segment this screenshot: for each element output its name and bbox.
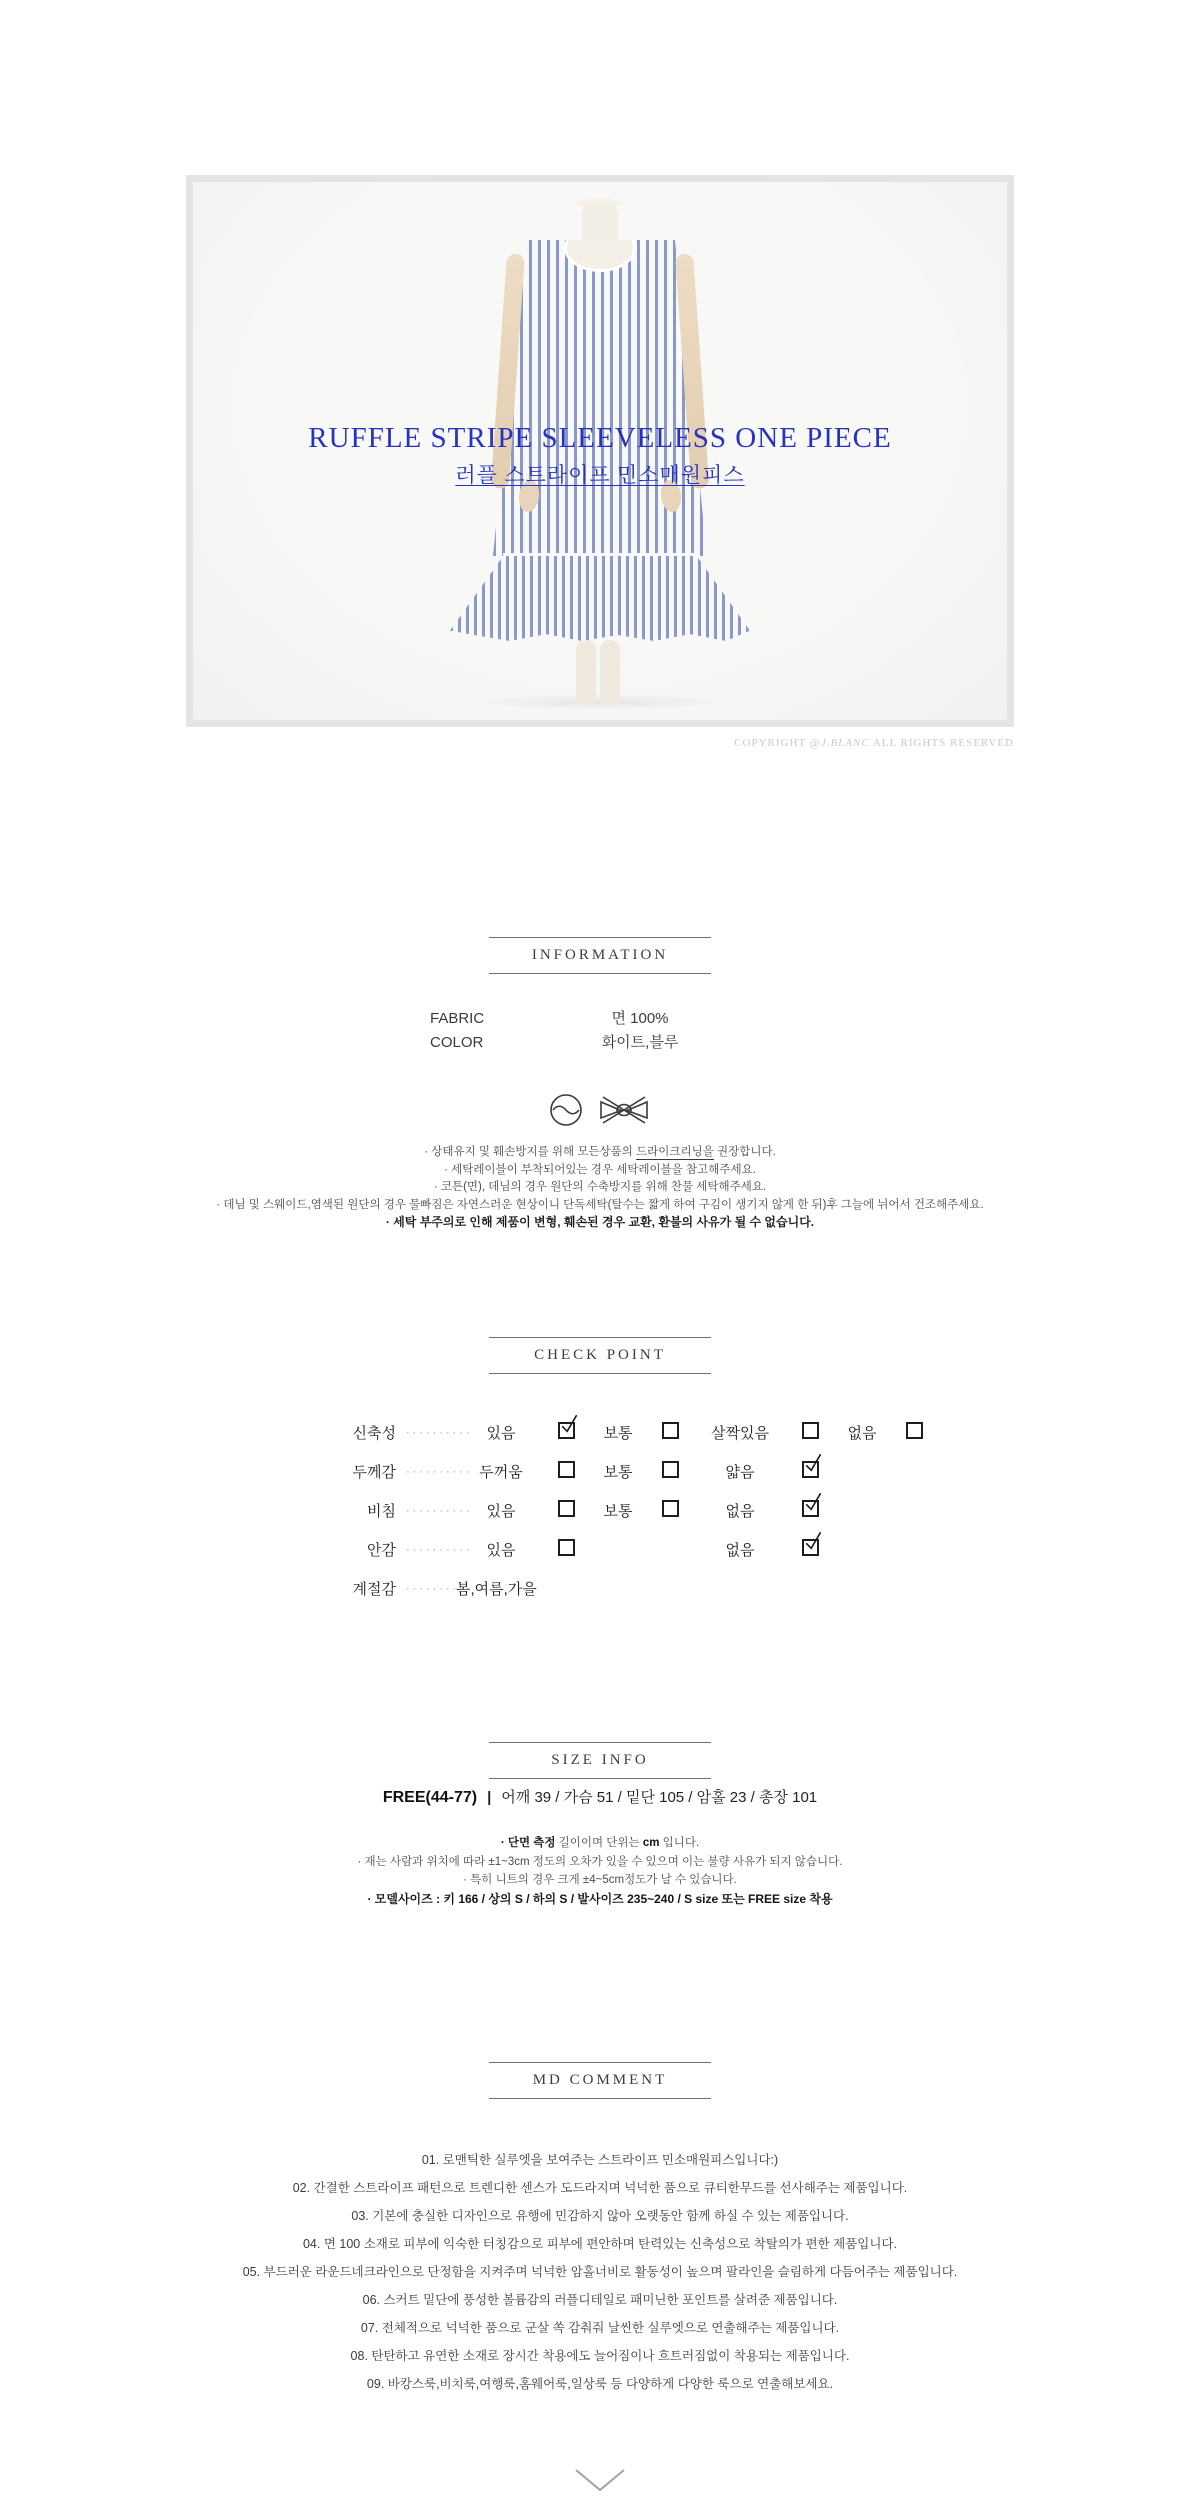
checkpoint-row-lining bbox=[266, 1530, 934, 1569]
checkpoint-row-thickness bbox=[266, 1452, 934, 1491]
option-label: 보통 bbox=[603, 1503, 633, 1520]
checkpoint-label: 두께감 bbox=[352, 1464, 396, 1481]
copyright-pre: COPYRIGHT @ bbox=[734, 737, 821, 749]
care-note-line bbox=[0, 1144, 1200, 1162]
checkpoint-row-stretch bbox=[266, 1413, 934, 1452]
checkbox-checked bbox=[802, 1500, 819, 1517]
option-label: 살짝있음 bbox=[711, 1425, 769, 1442]
mdcomment-heading-label: MD COMMENT bbox=[532, 2072, 668, 2088]
care-note-text: 권장합니다. bbox=[713, 1146, 776, 1158]
checkbox-checked bbox=[802, 1461, 819, 1478]
checkbox-cell bbox=[662, 1422, 679, 1443]
copyright-brand: J.BLANC bbox=[820, 737, 870, 749]
checkbox-unchecked bbox=[662, 1461, 679, 1478]
checkpoint-row-sheerness bbox=[266, 1491, 934, 1530]
size-note-line bbox=[0, 1834, 1200, 1853]
size-note-text: 입니다. bbox=[659, 1837, 700, 1849]
care-note-line: · 세탁레이블이 부착되어있는 경우 세탁레이블을 참고해주세요. bbox=[444, 1163, 756, 1176]
mannequin-leg bbox=[576, 640, 596, 704]
option-label: 두꺼움 bbox=[479, 1464, 523, 1481]
copyright-post: ALL RIGHTS RESERVED bbox=[869, 737, 1014, 749]
checkbox-cell bbox=[906, 1422, 923, 1443]
leader-dots: ·········· bbox=[406, 1465, 473, 1478]
mdcomment-item: 03. 기본에 충실한 디자인으로 유행에 민감하지 않아 오랫동안 함께 하실 수 있는 제품입니다. bbox=[351, 2209, 849, 2223]
checkbox-cell bbox=[662, 1500, 679, 1521]
size-note-text: 길이이며 단위는 bbox=[555, 1837, 643, 1849]
copyright-line bbox=[734, 737, 1014, 749]
checkpoint-row-season bbox=[266, 1569, 934, 1608]
option-label: 얇음 bbox=[725, 1464, 755, 1481]
option-label: 있음 bbox=[486, 1542, 516, 1559]
size-measurements-line bbox=[0, 1786, 1200, 1807]
mdcomment-item: 08. 탄탄하고 유연한 소재로 장시간 착용에도 늘어짐이나 흐트러짐없이 착용되는 제품입니다. bbox=[350, 2349, 850, 2363]
mdcomment-item: 05. 부드러운 라운드네크라인으로 단정함을 지켜주며 넉넉한 암홀너비로 활동성이 높으며 팔라인을 슬림하게 다듬어주는 제품입니다. bbox=[242, 2265, 958, 2279]
information-heading-label: INFORMATION bbox=[531, 947, 669, 963]
size-note-bold: cm bbox=[642, 1837, 660, 1849]
size-separator: | bbox=[487, 1789, 492, 1806]
option-label: 없음 bbox=[725, 1542, 755, 1559]
fabric-value: 면 100% bbox=[611, 1010, 669, 1027]
dress-seam bbox=[503, 553, 697, 556]
option-label: 없음 bbox=[847, 1425, 877, 1442]
checkpoint-label: 안감 bbox=[367, 1542, 396, 1559]
chevron-down-icon[interactable] bbox=[570, 2464, 630, 2496]
checkbox-checked bbox=[558, 1422, 575, 1439]
check-mark-icon bbox=[803, 1529, 823, 1553]
size-note-line: · 재는 사람과 위치에 따라 ±1~3cm 정도의 오차가 있을 수 있으며 이는 불량 사유가 되지 않습니다. bbox=[357, 1855, 843, 1868]
checkpoint-label: 비침 bbox=[367, 1503, 396, 1520]
care-notes bbox=[0, 1144, 1200, 1232]
leader-dots: ·········· bbox=[406, 1504, 473, 1517]
mdcomment-item: 02. 간결한 스트라이프 패턴으로 트렌디한 센스가 도드라지며 넉넉한 품으로 큐티한무드를 선사해주는 제품입니다. bbox=[292, 2181, 908, 2195]
leader-dots: ·········· bbox=[406, 1582, 473, 1595]
model-size-line: · 모델사이즈 : 키 166 / 상의 S / 하의 S / 발사이즈 235~240 / S size 또는 FREE size 착용 bbox=[367, 1891, 833, 1906]
do-not-wring-icon bbox=[596, 1092, 652, 1128]
checkbox-unchecked bbox=[662, 1422, 679, 1439]
checkbox-unchecked bbox=[558, 1500, 575, 1517]
mdcomment-item: 06. 스커트 밑단에 풍성한 볼륨감의 러플디테일로 패미닌한 포인트를 살려준 제품입니다. bbox=[362, 2293, 838, 2307]
check-mark-icon bbox=[803, 1451, 823, 1475]
information-heading bbox=[489, 937, 711, 974]
option-label: 보통 bbox=[603, 1425, 633, 1442]
care-note-underlined: 드라이크리닝을 bbox=[636, 1146, 714, 1158]
checkpoint-label: 신축성 bbox=[352, 1425, 396, 1442]
care-note-text: · 상태유지 및 훼손방지를 위해 모든상품의 bbox=[424, 1146, 637, 1158]
checkbox-unchecked bbox=[802, 1422, 819, 1439]
checkbox-unchecked bbox=[662, 1500, 679, 1517]
information-table bbox=[430, 1007, 730, 1054]
striped-dress-ruffle-hem bbox=[450, 555, 750, 641]
checkbox-cell bbox=[802, 1461, 819, 1482]
sizeinfo-heading-label: SIZE INFO bbox=[551, 1752, 649, 1768]
mannequin-leg bbox=[600, 640, 620, 704]
mdcomment-heading bbox=[489, 2062, 711, 2099]
checkbox-cell bbox=[802, 1539, 819, 1560]
season-value: 봄,여름,가을 bbox=[456, 1581, 537, 1598]
checkbox-cell bbox=[802, 1500, 819, 1521]
care-note-line: · 데님 및 스웨이드,염색된 원단의 경우 물빠짐은 자연스러운 현상이니 단독세탁(탈수는 짧게 하여 구김이 생기지 않게 한 뒤)후 그늘에 뉘어서 건조해주세요. bbox=[216, 1198, 984, 1211]
size-note-bold: · 단면 측정 bbox=[500, 1837, 556, 1849]
fabric-label: FABRIC bbox=[430, 1010, 485, 1027]
checkbox-cell bbox=[558, 1539, 575, 1560]
check-mark-icon bbox=[803, 1490, 823, 1514]
wet-clean-circle-wave-icon bbox=[548, 1092, 584, 1128]
product-hero-image bbox=[186, 175, 1014, 727]
checkbox-unchecked bbox=[906, 1422, 923, 1439]
checkpoint-heading-label: CHECK POINT bbox=[534, 1347, 666, 1363]
checkbox-cell bbox=[662, 1461, 679, 1482]
leader-dots: ·········· bbox=[406, 1426, 473, 1439]
option-label: 없음 bbox=[725, 1503, 755, 1520]
product-title-en: RUFFLE STRIPE SLEEVELESS ONE PIECE bbox=[308, 422, 892, 454]
checkbox-unchecked bbox=[558, 1461, 575, 1478]
check-mark-icon bbox=[559, 1412, 579, 1436]
mdcomment-item: 09. 바캉스룩,비치룩,여행룩,홈웨어룩,일상룩 등 다양하게 다양한 룩으로 연출해보세요. bbox=[366, 2377, 834, 2391]
size-note-line: · 특히 니트의 경우 크게 ±4~5cm정도가 날 수 있습니다. bbox=[463, 1874, 737, 1886]
mdcomment-item: 07. 전체적으로 넉넉한 품으로 군살 쏙 감춰줘 날씬한 실루엣으로 연출해주는 제품입니다. bbox=[360, 2321, 840, 2335]
checkbox-cell bbox=[802, 1422, 819, 1443]
mdcomment-item: 04. 면 100 소재로 피부에 익숙한 터칭감으로 피부에 편안하며 탄력있는 신축성으로 착탈의가 편한 제품입니다. bbox=[302, 2237, 897, 2251]
option-label: 있음 bbox=[486, 1503, 516, 1520]
color-value: 화이트,블루 bbox=[601, 1034, 679, 1051]
size-notes bbox=[0, 1834, 1200, 1908]
checkpoint-label: 계절감 bbox=[352, 1581, 396, 1598]
size-measurements: 어깨 39 / 가슴 51 / 밑단 105 / 암홀 23 / 총장 101 bbox=[501, 1789, 818, 1806]
checkbox-cell bbox=[558, 1422, 575, 1443]
mdcomment-list bbox=[0, 2146, 1200, 2398]
option-label: 보통 bbox=[603, 1464, 633, 1481]
checkbox-cell bbox=[558, 1500, 575, 1521]
checkbox-checked bbox=[802, 1539, 819, 1556]
option-label: 있음 bbox=[486, 1425, 516, 1442]
checkpoint-heading bbox=[489, 1337, 711, 1374]
product-title-ko: 러플 스트라이프 민소매원피스 bbox=[455, 463, 745, 487]
checkbox-unchecked bbox=[558, 1539, 575, 1556]
mdcomment-item: 01. 로맨틱한 실루엣을 보여주는 스트라이프 민소매원피스입니다:) bbox=[421, 2153, 779, 2167]
checkbox-cell bbox=[558, 1461, 575, 1482]
leader-dots: ·········· bbox=[406, 1543, 473, 1556]
care-note-line: · 코튼(면), 데님의 경우 원단의 수축방지를 위해 찬물 세탁해주세요. bbox=[433, 1181, 767, 1193]
sizeinfo-heading bbox=[489, 1742, 711, 1779]
checkpoint-table bbox=[266, 1413, 934, 1608]
color-label: COLOR bbox=[430, 1034, 484, 1051]
size-free-label: FREE(44-77) bbox=[382, 1789, 478, 1806]
care-icons bbox=[0, 1092, 1200, 1128]
care-note-warning: · 세탁 부주의로 인해 제품이 변형, 훼손된 경우 교환, 환불의 사유가 될 수 없습니다. bbox=[385, 1215, 815, 1229]
